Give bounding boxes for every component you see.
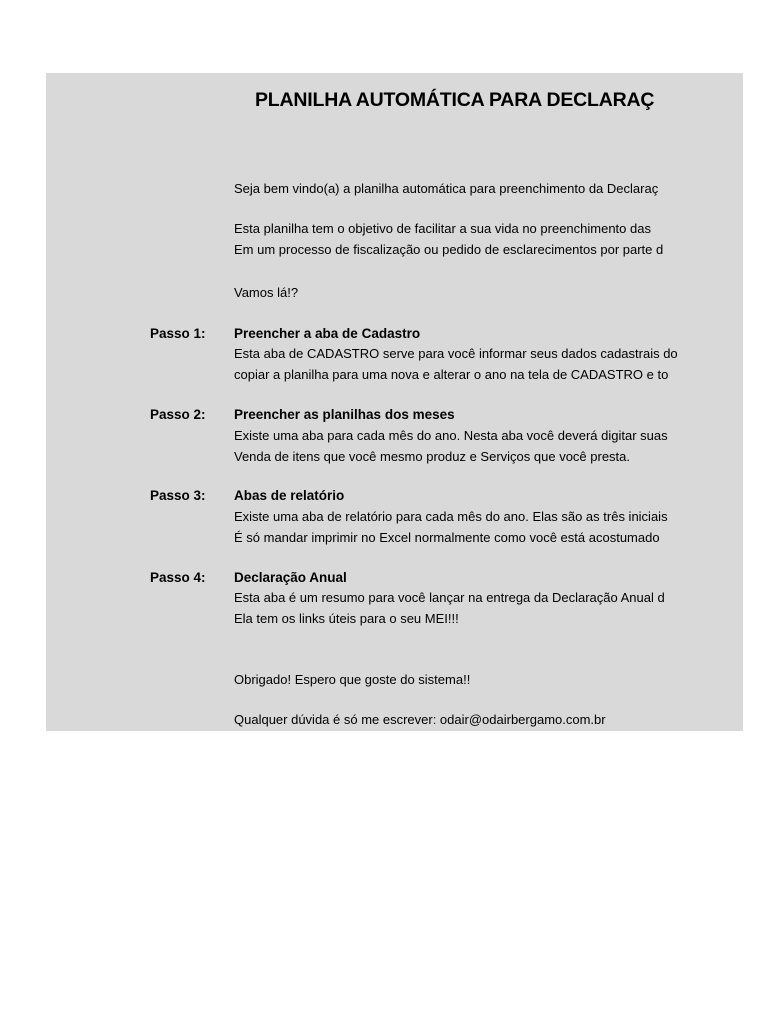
step-3-line-1: Existe uma aba de relatório para cada mês do ano. Elas são as três iniciais [234, 509, 668, 524]
page-title: PLANILHA AUTOMÁTICA PARA DECLARAÇ [255, 89, 655, 111]
step-3-line-2: É só mandar imprimir no Excel normalmente como você está acostumado [234, 530, 660, 545]
step-1-label: Passo 1: [150, 326, 206, 341]
spreadsheet-print-area [46, 73, 743, 731]
intro-welcome: Seja bem vindo(a) a planilha automática para preenchimento da Declaraç [234, 181, 659, 196]
step-4-line-1: Esta aba é um resumo para você lançar na entrega da Declaração Anual d [234, 590, 665, 605]
step-1-line-1: Esta aba de CADASTRO serve para você informar seus dados cadastrais do [234, 346, 678, 361]
step-4-label: Passo 4: [150, 570, 206, 585]
intro-objective-line-2: Em um processo de fiscalização ou pedido de esclarecimentos por parte d [234, 242, 664, 257]
step-1-line-2: copiar a planilha para uma nova e alterar o ano na tela de CADASTRO e to [234, 367, 669, 382]
step-3-title: Abas de relatório [234, 488, 345, 503]
intro-objective-line-1: Esta planilha tem o objetivo de facilitar a sua vida no preenchimento das [234, 221, 651, 236]
step-3-label: Passo 3: [150, 488, 206, 503]
step-4-line-2: Ela tem os links úteis para o seu MEI!!! [234, 611, 459, 626]
closing-contact: Qualquer dúvida é só me escrever: odair@odairbergamo.com.br [234, 712, 606, 727]
intro-lets-go: Vamos lá!? [234, 285, 299, 300]
visible-column-range [46, 73, 680, 731]
step-1-title: Preencher a aba de Cadastro [234, 326, 421, 341]
step-4-title: Declaração Anual [234, 570, 347, 585]
step-2-title: Preencher as planilhas dos meses [234, 407, 455, 422]
step-2-line-2: Venda de itens que você mesmo produz e Serviços que você presta. [234, 449, 631, 464]
step-2-label: Passo 2: [150, 407, 206, 422]
closing-thanks: Obrigado! Espero que goste do sistema!! [234, 672, 471, 687]
step-2-line-1: Existe uma aba para cada mês do ano. Nesta aba você deverá digitar suas [234, 428, 668, 443]
